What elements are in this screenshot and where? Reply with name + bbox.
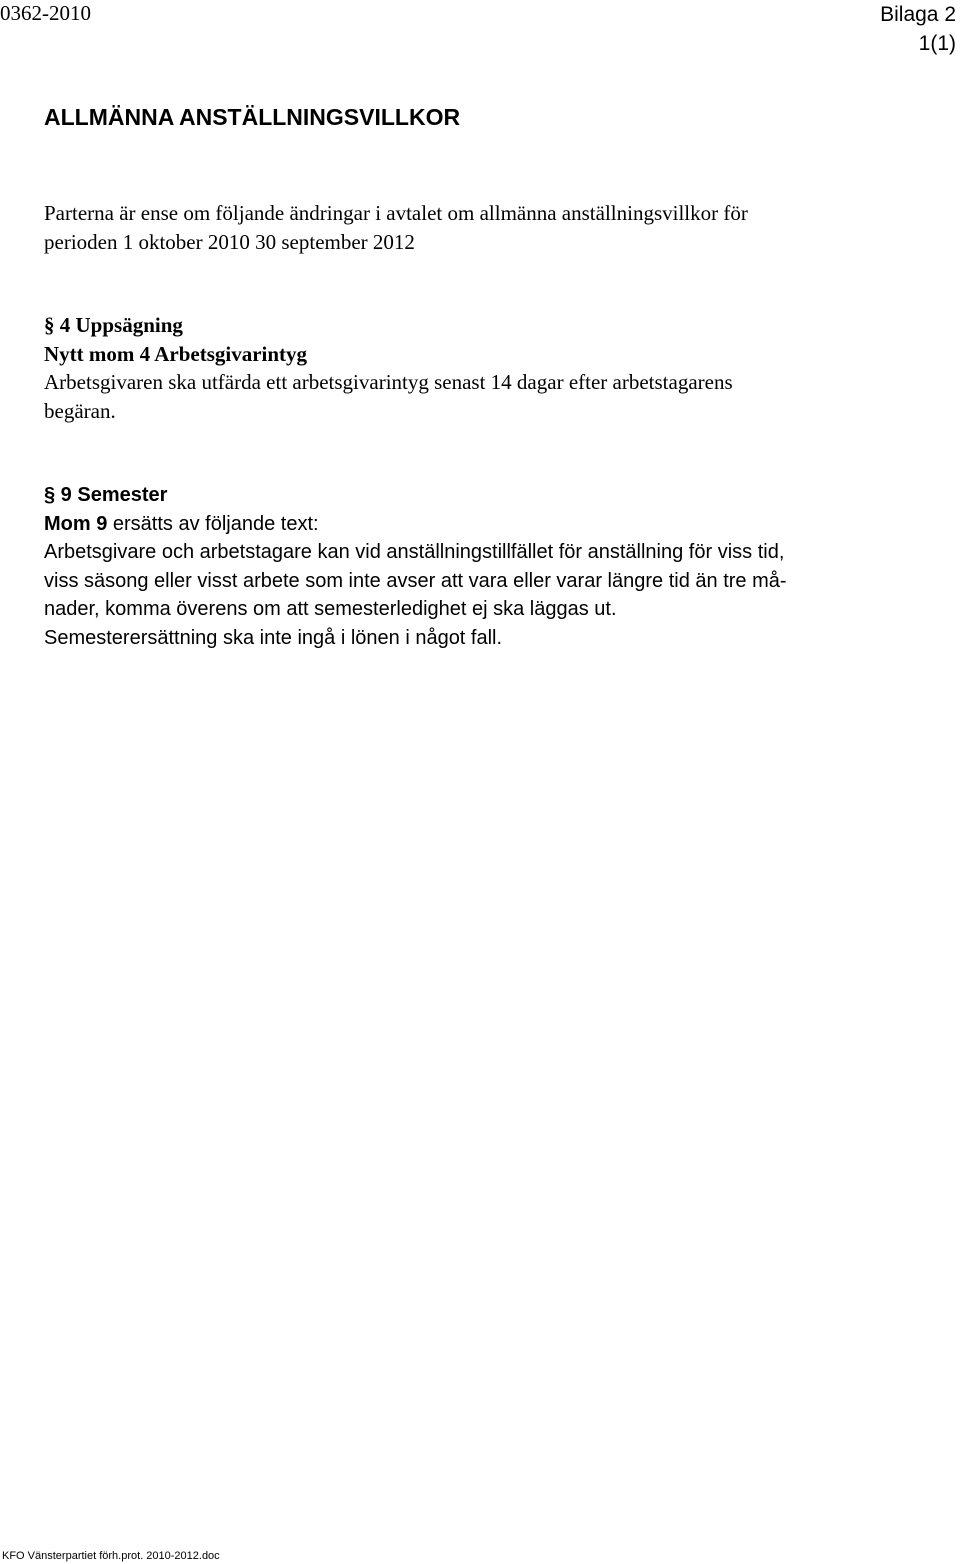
section-body-line: Semesterersättning ska inte ingå i lönen i något fall. <box>44 626 503 649</box>
section-heading: § 4 Uppsägning <box>44 313 183 337</box>
section-subheading: Nytt mom 4 Arbetsgivarintyg <box>44 341 308 366</box>
section-body-line: nader, komma överens om att semesterledighet ej ska läggas ut. <box>44 598 617 620</box>
section-4 <box>44 311 924 425</box>
intro-line: perioden 1 oktober 2010 30 september 2012 <box>44 229 415 254</box>
section-body-line: begäran. <box>44 398 116 423</box>
document-title: ALLMÄNNA ANSTÄLLNINGSVILLKOR <box>44 104 461 130</box>
intro-line: Parterna är ense om följande ändringar i avtalet om allmänna anställningsvillkor för <box>44 201 748 225</box>
document-number: 0362-2010 <box>0 1 91 25</box>
section-body-line: viss säsong eller visst arbete som inte avser att vara eller varar längre tid än tre må- <box>44 569 787 592</box>
section-heading: § 9 Semester <box>44 484 168 506</box>
footer-filename: KFO Vänsterpartiet förh.prot. 2010-2012.doc <box>2 1550 220 1562</box>
intro-paragraph <box>44 199 924 256</box>
mom-label: Mom 9 <box>44 512 108 535</box>
page-number: 1(1) <box>918 32 956 55</box>
section-9 <box>44 481 934 652</box>
mom-text: ersätts av följande text: <box>107 512 319 535</box>
page-header-right <box>880 0 956 58</box>
section-body-line: Arbetsgivare och arbetstagare kan vid anställningstillfället för anställning för viss tid, <box>44 541 785 563</box>
mom-line <box>44 510 934 539</box>
section-body-line: Arbetsgivaren ska utfärda ett arbetsgivarintyg senast 14 dagar efter arbetstagarens <box>44 370 733 394</box>
appendix-label: Bilaga 2 <box>880 3 956 26</box>
